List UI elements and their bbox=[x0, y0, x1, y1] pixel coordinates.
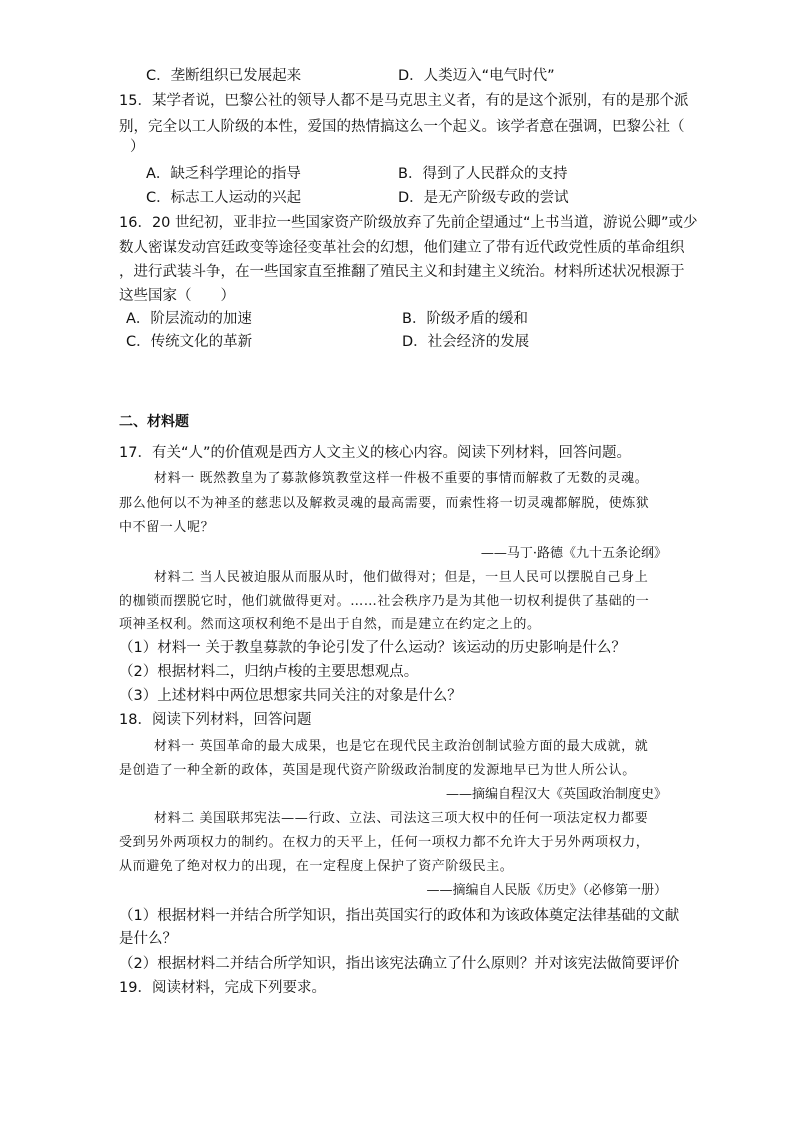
q18-material-1-source: ——摘编自程汉大《英国政治制度史》 bbox=[445, 787, 667, 802]
q16-option-b: B．阶级矛盾的缓和 bbox=[402, 311, 528, 327]
q16-stem-line-1: 16．20 世纪初，亚非拉一些国家资产阶级放弃了先前企望通过“上书当道，游说公卿”或少 bbox=[119, 215, 698, 231]
q18-material-2-line-2: 受到另外两项权力的制约。在权力的天平上，任何一项权力都不允许大于另外两项权力， bbox=[119, 835, 650, 850]
q17-material-2-line-1: 材料二 当人民被迫服从而服从时，他们做得对；但是，一旦人民可以摆脱自己身上 bbox=[154, 570, 649, 585]
q14-option-c: C．垄断组织已发展起来 bbox=[146, 68, 302, 84]
q18-material-1-line-1: 材料一 英国革命的最大成果，也是它在现代民主政治创制试验方面的最大成就，就 bbox=[154, 739, 649, 754]
q17-material-1-line-3: 中不留一人呢？ bbox=[119, 520, 215, 535]
q16-stem-line-2: 数人密谋发动宫廷政变等途径变革社会的幻想，他们建立了带有近代政党性质的革命组织 bbox=[119, 240, 685, 256]
q17-stem: 17．有关“人”的价值观是西方人文主义的核心内容。阅读下列材料，回答问题。 bbox=[119, 445, 631, 461]
section-title: 二、材料题 bbox=[119, 414, 189, 430]
q18-subquestion-1-line-1: （1）根据材料一并结合所学知识，指出英国实行的政体和为该政体奠定法律基础的文献 bbox=[119, 908, 680, 924]
q16-option-a: A．阶层流动的加速 bbox=[126, 311, 252, 327]
q16-stem-line-4: 这些国家（ ） bbox=[119, 288, 235, 304]
q15-option-b: B．得到了人民群众的支持 bbox=[398, 166, 568, 182]
q18-material-2-source: ——摘编自人民版《历史》（必修第一册） bbox=[426, 883, 667, 898]
q18-material-2-line-3: 从而避免了绝对权力的出现，在一定程度上保护了资产阶级民主。 bbox=[119, 859, 514, 874]
q15-stem-line-2: 别，完全以工人阶级的本性，爱国的热情搞这么一个起义。该学者意在强调，巴黎公社（ bbox=[119, 119, 685, 135]
q17-subquestion-2: （2）根据材料二，归纳卢梭的主要思想观点。 bbox=[119, 664, 419, 680]
q17-subquestion-3: （3）上述材料中两位思想家共同关注的对象是什么？ bbox=[119, 688, 462, 704]
q17-material-2-line-2: 的枷锁而摆脱它时，他们就做得更对。……社会秩序乃是为其他一切权利提供了基础的一 bbox=[119, 594, 650, 609]
q17-material-1-line-1: 材料一 既然教皇为了募款修筑教堂这样一件极不重要的事情而解救了无数的灵魂。 bbox=[154, 471, 649, 486]
q17-subquestion-1: （1）材料一 关于教皇募款的争论引发了什么运动？该运动的历史影响是什么？ bbox=[119, 640, 626, 656]
q17-material-1-source: ——马丁·路德《九十五条论纲》 bbox=[480, 546, 667, 561]
q18-material-2-line-1: 材料二 美国联邦宪法——行政、立法、司法这三项大权中的任何一项法定权力都要 bbox=[154, 811, 649, 826]
q14-option-d: D．人类迈入“电气时代” bbox=[398, 68, 555, 84]
q17-material-2-line-3: 项神圣权利。然而这项权利绝不是出于自然，而是建立在约定之上的。 bbox=[119, 617, 541, 632]
q18-subquestion-1-line-2: 是什么？ bbox=[119, 931, 177, 947]
q17-material-1-line-2: 那么他何以不为神圣的慈悲以及解救灵魂的最高需要，而索性将一切灵魂都解脱，使炼狱 bbox=[119, 496, 650, 511]
q19-stem: 19．阅读材料，完成下列要求。 bbox=[119, 980, 326, 996]
q16-option-d: D．社会经济的发展 bbox=[402, 334, 530, 350]
q15-option-d: D．是无产阶级专政的尝试 bbox=[398, 190, 569, 206]
q18-material-1-line-2: 是创造了一种全新的政体，英国是现代资产阶级政治制度的发源地早已为世人所公认。 bbox=[119, 763, 636, 778]
q15-option-c: C．标志工人运动的兴起 bbox=[146, 190, 302, 206]
q15-stem-line-3: ） bbox=[130, 139, 145, 155]
q18-subquestion-2: （2）根据材料二并结合所学知识，指出该宪法确立了什么原则？并对该宪法做简要评价 bbox=[119, 956, 680, 972]
q16-option-c: C．传统文化的革新 bbox=[126, 334, 253, 350]
q18-stem: 18．阅读下列材料，回答问题 bbox=[119, 712, 312, 728]
q15-option-a: A．缺乏科学理论的指导 bbox=[146, 166, 301, 182]
q16-stem-line-3: ，进行武装斗争，在一些国家直至推翻了殖民主义和封建主义统治。材料所述状况根源于 bbox=[119, 264, 685, 280]
q15-stem-line-1: 15．某学者说，巴黎公社的领导人都不是马克思主义者，有的是这个派别，有的是那个派 bbox=[119, 93, 689, 109]
